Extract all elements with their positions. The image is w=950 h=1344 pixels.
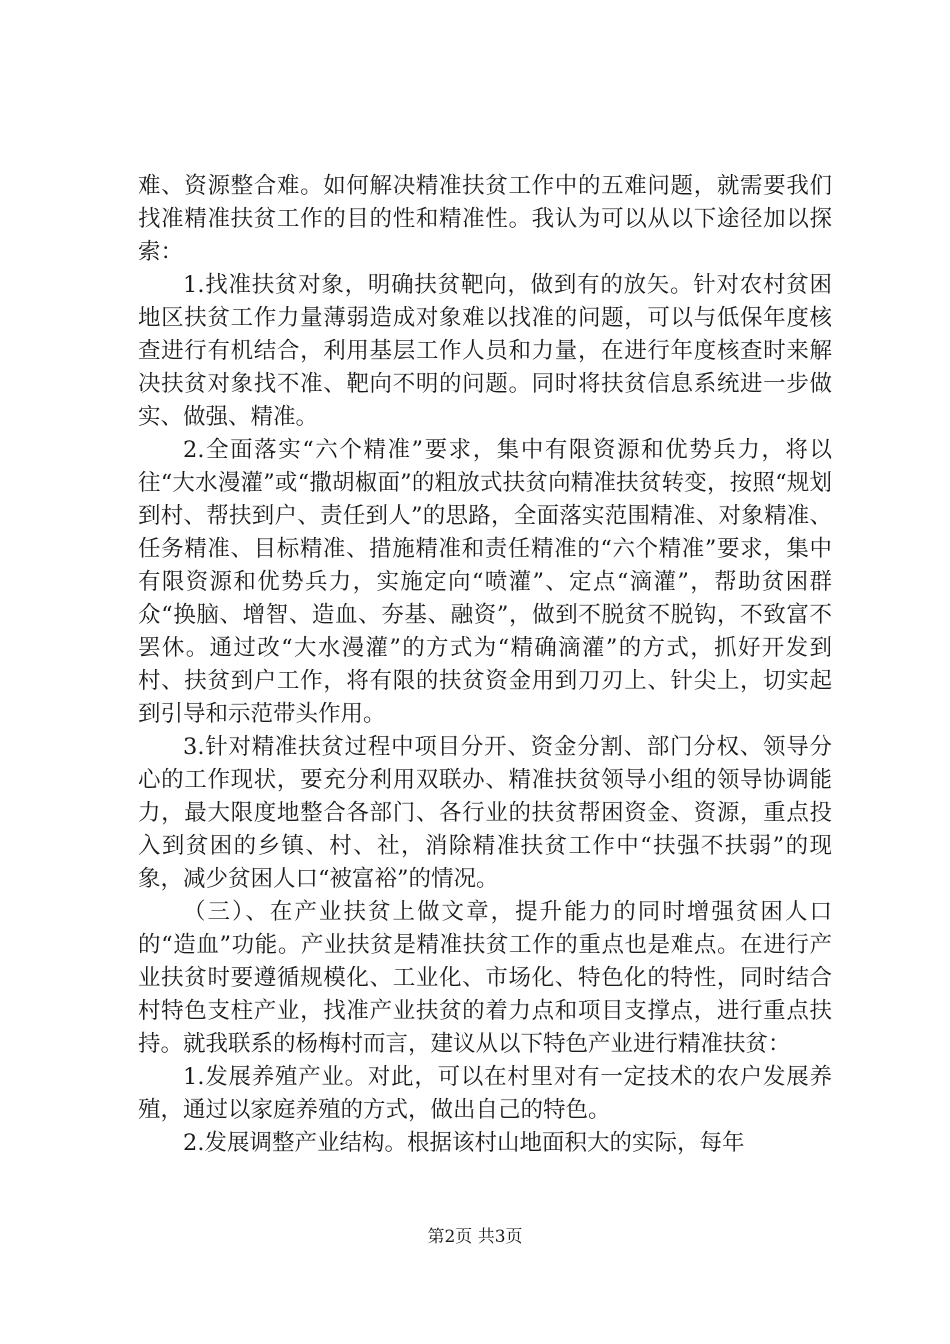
paragraph-sub-item-2: 2.发展调整产业结构。根据该村山地面积大的实际，每年 — [183, 1130, 745, 1156]
paragraph-sub-item-1: 1.发展养殖产业。对此，可以在村里对有一定技术的农户发展养殖，通过以家庭养殖的方式，做出自己的特色。 — [138, 1064, 832, 1123]
paragraph-continuation: 难、资源整合难。如何解决精准扶贫工作中的五难问题，就需要我们找准精准扶贫工作的目的性和精准性。我认为可以从以下途径加以探索： — [138, 173, 832, 265]
paragraph-item-1: 1.找准扶贫对象，明确扶贫靶向，做到有的放矢。针对农村贫困地区扶贫工作力量薄弱造成对象难以找准的问题，可以与低保年度核查进行有机结合，利用基层工作人员和力量，在进行年度核查时来解决扶贫对象找不准、靶向不明的问题。同时将扶贫信息系统进一步做实、做强、精准。 — [138, 272, 832, 430]
page-footer: 第2页 共3页 — [427, 1227, 523, 1247]
paragraph-section-3: （三）、在产业扶贫上做文章，提升能力的同时增强贫困人口的“造血”功能。产业扶贫是精准扶贫工作的重点也是难点。在进行产业扶贫时要遵循规模化、工业化、市场化、特色化的特性，同时结合村特色支柱产业，找准产业扶贫的着力点和项目支撑点，进行重点扶持。就我联系的杨梅村而言，建议从以下特色产业进行精准扶贫： — [138, 899, 832, 1057]
document-body — [138, 170, 832, 1160]
paragraph-item-3: 3.针对精准扶贫过程中项目分开、资金分割、部门分权、领导分心的工作现状，要充分利用双联办、精准扶贫领导小组的领导协调能力，最大限度地整合各部门、各行业的扶贫帮困资金、资源，重点投入到贫困的乡镇、村、社，消除精准扶贫工作中“扶强不扶弱”的现象，减少贫困人口“被富裕”的情况。 — [138, 734, 832, 892]
paragraph-item-2: 2.全面落实“六个精准”要求，集中有限资源和优势兵力，将以往“大水漫灌”或“撒胡椒面”的粗放式扶贫向精准扶贫转变，按照“规划到村、帮扶到户、责任到人”的思路，全面落实范围精准、对象精准、任务精准、目标精准、措施精准和责任精准的“六个精准”要求，集中有限资源和优势兵力，实施定向“喷灌”、定点“滴灌”，帮助贫困群众“换脑、增智、造血、夯基、融资”，做到不脱贫不脱钩，不致富不罢休。通过改“大水漫灌”的方式为“精确滴灌”的方式，抓好开发到村、扶贫到户工作，将有限的扶贫资金用到刀刃上、针尖上，切实起到引导和示范带头作用。 — [138, 437, 832, 727]
